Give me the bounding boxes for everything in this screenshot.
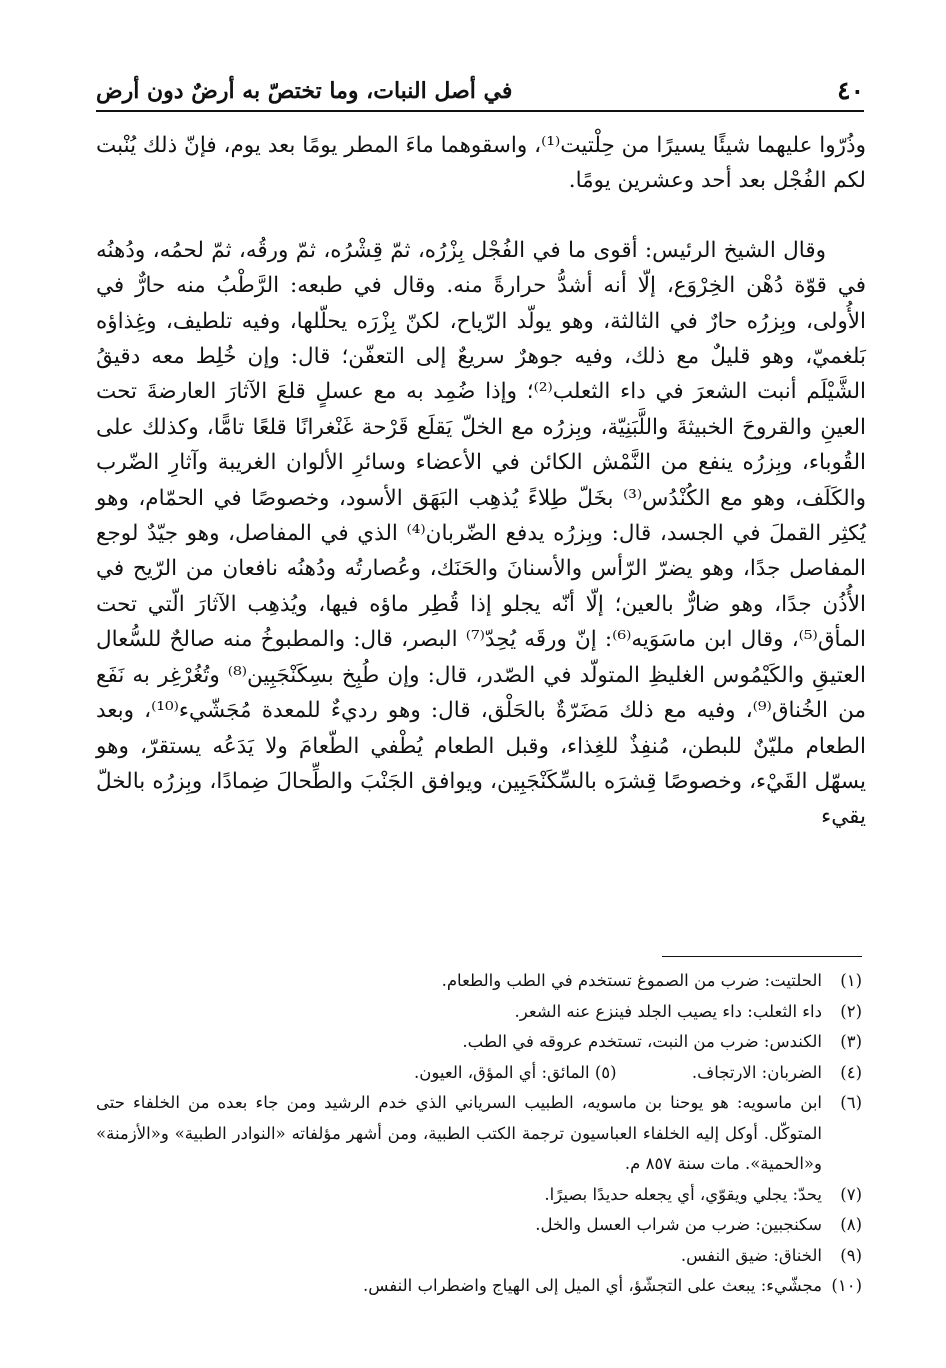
footnote [96, 1271, 862, 1302]
footnote-inline [414, 1058, 617, 1089]
footnote-text: الكندس: ضرب من النبت، تستخدم عروقه في الطب. [462, 1032, 822, 1051]
footnote-number: (٩) [840, 1245, 862, 1265]
footnote-text: الضربان: الارتجاف. [691, 1062, 822, 1082]
footnote-text: المائق: أي المؤق، العيون. [414, 1062, 590, 1082]
footnote [96, 1180, 862, 1211]
running-title: في أصل النبات، وما تختصّ به أرضٌ دون أرض [96, 78, 513, 104]
footnote-number: (٧) [840, 1184, 862, 1204]
page-header [96, 74, 864, 112]
footnote [96, 1241, 862, 1272]
footnote [96, 1210, 862, 1241]
footnote-text: الحلتيت: ضرب من الصموغ تستخدم في الطب والطعام. [441, 971, 822, 990]
paragraph: وذُرّوا عليهما شيئًا يسيرًا من حِلْتيت⁽¹⁾، واسقوهما ماءَ المطر يومًا بعد يوم، فإنّ ذلك يُنْبت لكم الفُجْل بعد أحد وعشرين يومًا. [96, 133, 866, 194]
footnote-text-pair [96, 1058, 822, 1089]
page-number: ٤٠ [837, 76, 864, 105]
footnote-text: داء الثعلب: داء يصيب الجلد فينزع عنه الشعر. [514, 1001, 822, 1021]
footnote [96, 1058, 862, 1089]
footnote-number: (٢) [840, 1001, 862, 1021]
footnote-separator [662, 956, 862, 957]
footnote-text: سكنجبين: ضرب من شراب العسل والخل. [535, 1215, 822, 1234]
footnote [96, 966, 862, 997]
paragraph: وقال الشيخ الرئيس: أقوى ما في الفُجْل بِزْرُه، ثمّ قِشْرُه، ثمّ ورقُه، ثمّ لحمُه، ودُهنُه في قوّة دُهْن الخِرْوَع، إلّا أنه أشدُّ حرارةً منه. وقال في طبعه: الرَّطْبُ منه حارٌّ في الأُولى، وبِزرُه حارٌ في الثالثة، وهو يولّد الرّياح، لكنّ بِزْرَه يحلّلها، وفيه تلطيف، وغِذاؤه بَلغميّ، وهو قليلٌ مع ذلك، وفيه جوهرٌ سريعٌ إلى التعفّن؛ قال: وإن خُلِط معه دقيقُ الشَّيْلَم أنبت الشعرَ في داء الثعلب⁽²⁾؛ وإذا ضُمِد به مع عسلٍ قلعَ الآثارَ العارضةَ تحت العينِ والقروحَ الخبيثةَ واللَّبَنِيّة، وبِزرُه مع الخلّ يَقلَع قَرْحة غَنْغرانًا قلعًا تامًّا، وكذلك على القُوباء، وبِزرُه ينفع من النَّمْش الكائن في الأعضاء وسائرِ الألوان الغريبة وآثارِ الضّرب والكَلَف، وهو مع الكُنْدُس⁽³⁾ بخَلّ طِلاءً يُذهِب البَهَق الأسود، وخصوصًا في الحمّام، وهو يُكثِر القملَ في الجسد، قال: وبِزرُه يدفع الضّربان⁽⁴⁾ الذي في المفاصل، وهو جيّدٌ لوجع المفاصل جدًا، وهو يضرّ الرّأس والأسنانَ والحَنَك، وعُصارتُه ودُهنُه نافعان من الرّيح في الأُذُن جدًا، وهو ضارٌّ بالعين؛ إلّا أنّه يجلو إذا قُطِر ماؤه فيها، ويُذهِب الآثارَ الّتي تحت المأق⁽⁵⁾، وقال ابن ماسَوَيه⁽⁶⁾: إنّ ورقَه يُحِدّ⁽⁷⁾ البصر، قال: والمطبوخُ منه صالحٌ للسُّعال العتيقِ والكَيْمُوس الغليظِ المتولّد في الصّدر، قال: وإن طُبِخ بسِكَنْجَبِين⁽⁸⁾ وتُغُرْغِر به نَفَع من الخُناق⁽⁹⁾، وفيه مع ذلك مَضَرّةٌ بالحَلْق، قال: وهو رديءٌ للمعدة مُجَشّيء⁽¹⁰⁾، وبعد الطعام مليّنٌ للبطن، مُنفِذٌ للغِذاء، وقبل الطعام يُطْفي الطّعامَ ولا يَدَعُه يستقرّ، وهو يسهّل القَيْء، وخصوصًا قِشرَه بالسِّكَنْجَبِين، ويوافق الجَنْبَ والطِّحالَ ضِمادًا، وبِزرُه بالخلّ يقيء [96, 237, 867, 830]
footnote-text: مجشّيء: يبعث على التجشّؤ، أي الميل إلى الهياج واضطراب النفس. [363, 1276, 822, 1295]
footnote-number: (٣) [840, 1032, 862, 1051]
footnote-number: (٥) [594, 1062, 617, 1082]
footnote [96, 997, 862, 1028]
footnotes [96, 966, 862, 1302]
footnote-number: (٤) [840, 1062, 862, 1082]
footnote-text: الخناق: ضيق النفس. [680, 1245, 822, 1265]
footnote-number: (٨) [840, 1215, 862, 1234]
footnote-number: (٦) [840, 1093, 862, 1112]
footnote-number: (١) [840, 971, 862, 990]
main-text [96, 128, 866, 835]
footnote-text: ابن ماسويه: هو يوحنا بن ماسويه، الطبيب السرياني الذي خدم الرشيد ومن جاء بعده من الخلفاء حتى المتوكّل. أوكل إليه الخلفاء العباسيون ترجمة الكتب الطبية، ومن أشهر مؤلفاته «النوادر الطبية» و«الأزمنة» و«الحمية». مات سنة ٨٥٧ م. [96, 1093, 822, 1173]
footnote [96, 1027, 862, 1058]
footnote-number: (١٠) [831, 1276, 862, 1295]
footnote-text: يحدّ: يجلي ويقوّي، أي يجعله حديدًا بصيرًا. [544, 1184, 822, 1204]
footnote [96, 1088, 862, 1180]
